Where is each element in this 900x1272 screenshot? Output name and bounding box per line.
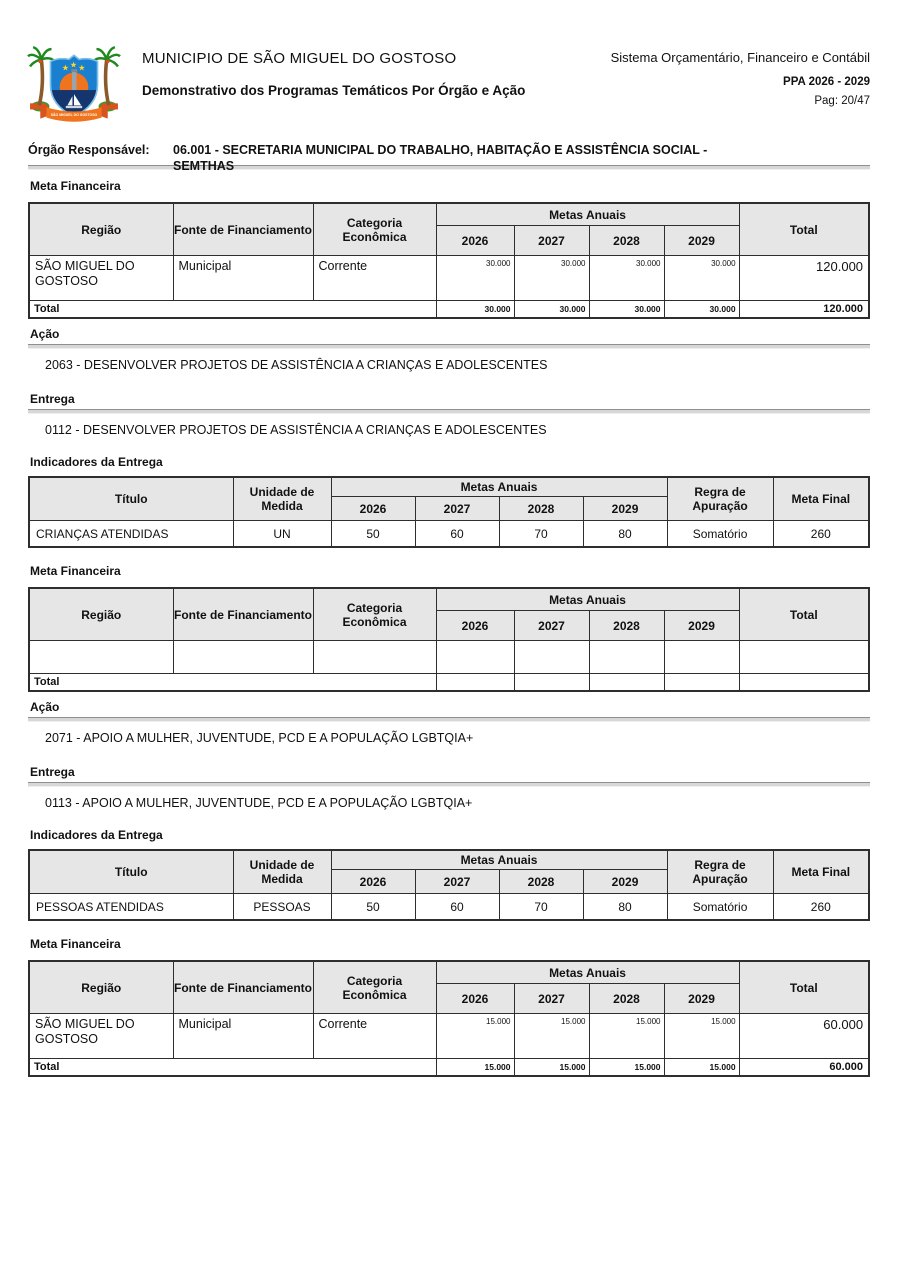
right-palm-trunk [106,59,109,105]
col-header-meta-final: Meta Final [773,477,869,521]
col-header-year: 2027 [415,497,499,521]
right-palm-coconut [106,60,110,64]
divider [28,782,870,787]
cell-2026: 15.000 [436,1014,514,1059]
cell-2027: 30.000 [514,256,589,301]
col-header-regiao: Região [29,588,173,641]
cell-2029: 80 [583,521,667,548]
col-header-regiao: Região [29,203,173,256]
cell-regiao: SÃO MIGUEL DO GOSTOSO [29,1014,173,1059]
sailboat-hull [66,106,82,108]
cell-2028: 30.000 [589,256,664,301]
col-header-year: 2026 [331,497,415,521]
col-header-metas-anuais: Metas Anuais [436,588,739,611]
col-header-regra: Regra de Apuração [667,477,773,521]
cell-2027 [514,641,589,674]
cell-row-total: 120.000 [739,256,869,301]
total-2026: 15.000 [436,1059,514,1077]
indicadores-label: Indicadores da Entrega [30,828,163,842]
col-header-total: Total [739,203,869,256]
cell-regra: Somatório [667,521,773,548]
indicadores-table-1 [28,476,870,548]
meta-financeira-table-3 [28,960,870,1077]
col-header-titulo: Título [29,850,233,894]
col-header-metas-anuais: Metas Anuais [436,203,739,226]
cell-titulo: CRIANÇAS ATENDIDAS [29,521,233,548]
cell-meta-final: 260 [773,521,869,548]
col-header-year: 2027 [514,226,589,256]
cell-2028: 70 [499,894,583,921]
total-row [29,301,869,319]
table-row [29,894,869,921]
page-number: Pag: 20/47 [814,95,870,107]
left-palm-coconut [38,60,42,64]
col-header-year: 2026 [331,870,415,894]
ppa-period: PPA 2026 - 2029 [783,76,870,88]
divider [28,409,870,414]
col-header-year: 2028 [499,497,583,521]
entrega-item: 0113 - APOIO A MULHER, JUVENTUDE, PCD E A POPULAÇÃO LGBTQIA+ [45,796,473,810]
divider [28,344,870,349]
col-header-year: 2029 [664,611,739,641]
total-label: Total [29,1059,436,1077]
col-header-unidade: Unidade de Medida [233,850,331,894]
table-row [29,1014,869,1059]
meta-financeira-label: Meta Financeira [30,564,121,578]
col-header-year: 2027 [514,984,589,1014]
col-header-year: 2028 [589,226,664,256]
organ-label: Órgão Responsável: [28,143,150,157]
cell-2029: 30.000 [664,256,739,301]
col-header-year: 2026 [436,226,514,256]
grand-total: 60.000 [739,1059,869,1077]
table-row [29,256,869,301]
cell-2026: 50 [331,521,415,548]
col-header-year: 2027 [514,611,589,641]
acao-item: 2071 - APOIO A MULHER, JUVENTUDE, PCD E A POPULAÇÃO LGBTQIA+ [45,731,474,745]
col-header-year: 2029 [583,870,667,894]
cell-2027: 15.000 [514,1014,589,1059]
col-header-year: 2028 [499,870,583,894]
header-titles [142,44,525,98]
col-header-year: 2029 [664,984,739,1014]
total-2028 [589,674,664,692]
acao-label: Ação [30,327,60,341]
cell-categoria: Corrente [313,1014,436,1059]
col-header-regiao: Região [29,961,173,1014]
col-header-regra: Regra de Apuração [667,850,773,894]
meta-financeira-label: Meta Financeira [30,937,121,951]
header-meta [611,44,870,107]
ribbon-text: SÃO MIGUEL DO GOSTOSO [50,113,98,118]
col-header-total: Total [739,588,869,641]
cell-2026: 30.000 [436,256,514,301]
organ-value-line1: 06.001 - SECRETARIA MUNICIPAL DO TRABALHO, HABITAÇÃO E ASSISTÊNCIA SOCIAL - [173,143,708,157]
total-label: Total [29,301,436,319]
entrega-item: 0112 - DESENVOLVER PROJETOS DE ASSISTÊNCIA A CRIANÇAS E ADOLESCENTES [45,423,547,437]
municipality-name: MUNICIPIO DE SÃO MIGUEL DO GOSTOSO [142,50,457,67]
total-row [29,1059,869,1077]
col-header-year: 2026 [436,984,514,1014]
cell-2026: 50 [331,894,415,921]
cell-categoria [313,641,436,674]
acao-item: 2063 - DESENVOLVER PROJETOS DE ASSISTÊNCIA A CRIANÇAS E ADOLESCENTES [45,358,548,372]
entrega-label: Entrega [30,765,75,779]
col-header-unidade: Unidade de Medida [233,477,331,521]
cell-regiao: SÃO MIGUEL DO GOSTOSO [29,256,173,301]
cell-meta-final: 260 [773,894,869,921]
cell-row-total [739,641,869,674]
report-title: Demonstrativo dos Programas Temáticos Por Órgão e Ação [142,83,526,98]
star-icon: ★ [69,60,78,70]
cell-fonte: Municipal [173,256,313,301]
col-header-year: 2029 [664,226,739,256]
cell-2028: 15.000 [589,1014,664,1059]
total-2027: 15.000 [514,1059,589,1077]
total-2029 [664,674,739,692]
col-header-year: 2028 [589,611,664,641]
col-header-categoria: Categoria Econômica [313,203,436,256]
cell-categoria: Corrente [313,256,436,301]
grand-total: 120.000 [739,301,869,319]
col-header-year: 2029 [583,497,667,521]
total-2026 [436,674,514,692]
col-header-year: 2028 [589,984,664,1014]
cell-2026 [436,641,514,674]
meta-financeira-table-1 [28,202,870,319]
col-header-total: Total [739,961,869,1014]
indicadores-table-2 [28,849,870,921]
lighthouse [72,71,77,91]
total-2029: 15.000 [664,1059,739,1077]
cell-regra: Somatório [667,894,773,921]
cell-row-total: 60.000 [739,1014,869,1059]
col-header-year: 2027 [415,870,499,894]
col-header-categoria: Categoria Econômica [313,588,436,641]
star-icon: ★ [61,63,70,73]
star-icon: ★ [78,63,86,73]
entrega-label: Entrega [30,392,75,406]
cell-2029: 15.000 [664,1014,739,1059]
table-row [29,521,869,548]
coat-of-arms-logo [28,44,120,132]
col-header-metas-anuais: Metas Anuais [331,477,667,497]
total-2027: 30.000 [514,301,589,319]
total-row [29,674,869,692]
divider [28,717,870,722]
col-header-meta-final: Meta Final [773,850,869,894]
grand-total [739,674,869,692]
col-header-titulo: Título [29,477,233,521]
col-header-metas-anuais: Metas Anuais [436,961,739,984]
organ-value-line2: SEMTHAS [173,159,235,173]
cell-2027: 60 [415,521,499,548]
system-name: Sistema Orçamentário, Financeiro e Contábil [610,50,870,65]
indicadores-label: Indicadores da Entrega [30,455,163,469]
cell-2027: 60 [415,894,499,921]
col-header-fonte: Fonte de Financiamento [173,588,313,641]
total-2029: 30.000 [664,301,739,319]
cell-fonte: Municipal [173,1014,313,1059]
cell-2029 [664,641,739,674]
organ-value [173,142,870,173]
cell-fonte [173,641,313,674]
cell-2028 [589,641,664,674]
meta-financeira-table-2 [28,587,870,692]
col-header-metas-anuais: Metas Anuais [331,850,667,870]
page-header [28,0,870,132]
cell-unidade: UN [233,521,331,548]
meta-financeira-label: Meta Financeira [30,179,121,193]
cell-unidade: PESSOAS [233,894,331,921]
col-header-fonte: Fonte de Financiamento [173,203,313,256]
col-header-categoria: Categoria Econômica [313,961,436,1014]
cell-2028: 70 [499,521,583,548]
organ-responsible-row [28,142,870,173]
cell-2029: 80 [583,894,667,921]
acao-label: Ação [30,700,60,714]
col-header-fonte: Fonte de Financiamento [173,961,313,1014]
total-2028: 15.000 [589,1059,664,1077]
col-header-year: 2026 [436,611,514,641]
table-row-empty [29,641,869,674]
total-2028: 30.000 [589,301,664,319]
total-2026: 30.000 [436,301,514,319]
total-2027 [514,674,589,692]
total-label: Total [29,674,436,692]
cell-regiao [29,641,173,674]
cell-titulo: PESSOAS ATENDIDAS [29,894,233,921]
left-palm-trunk [39,59,42,105]
